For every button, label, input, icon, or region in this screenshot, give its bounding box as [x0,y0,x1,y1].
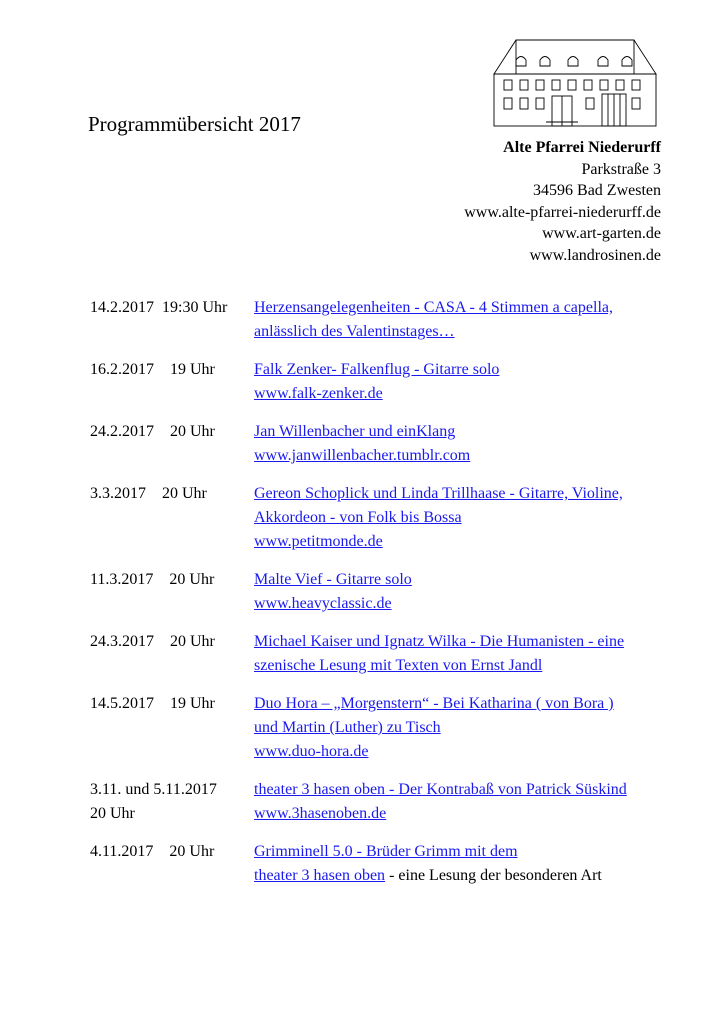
event-date: 3.11. und 5.11.2017 20 Uhr [90,781,217,822]
event-row [90,840,670,888]
org-name: Alte Pfarrei Niederurff [503,139,661,156]
event-row [90,630,670,678]
event-link[interactable]: www.janwillenbacher.tumblr.com [254,447,471,464]
event-row [90,692,670,764]
event-link[interactable]: Gereon Schoplick und Linda Trillhaase - Gitarre, Violine, [254,485,623,502]
event-list [90,296,670,888]
building-illustration [490,36,660,128]
website-link: www.landrosinen.de [529,246,661,264]
event-link[interactable]: Duo Hora – „Morgenstern“ - Bei Katharina ( von Bora ) [254,695,614,712]
event-link[interactable]: www.falk-zenker.de [254,385,383,402]
event-link[interactable]: anlässlich des Valentinstages… [254,323,455,340]
event-link[interactable]: Malte Vief - Gitarre solo [254,571,412,588]
website-link: www.alte-pfarrei-niederurff.de [464,203,661,221]
event-link[interactable]: theater 3 hasen oben [254,867,386,884]
event-row [90,482,670,554]
page-title: Programmübersicht 2017 [88,112,301,136]
event-link[interactable]: Grimminell 5.0 - Brüder Grimm mit dem [254,843,518,860]
event-link[interactable]: szenische Lesung mit Texten von Ernst Jandl [254,657,543,674]
event-link[interactable]: Akkordeon - von Folk bis Bossa [254,509,462,526]
event-date: 14.2.2017 19:30 Uhr [90,299,228,316]
event-link[interactable]: Jan Willenbacher und einKlang [254,423,456,440]
event-link[interactable]: und Martin (Luther) zu Tisch [254,719,441,736]
event-row [90,778,670,826]
event-row [90,420,670,468]
event-link[interactable]: www.heavyclassic.de [254,595,392,612]
website-link: www.art-garten.de [542,225,661,242]
event-date: 3.3.2017 20 Uhr [90,485,207,502]
event-text: - eine Lesung der besonderen Art [385,867,602,884]
event-link[interactable]: theater 3 hasen oben - Der Kontrabaß von Patrick Süskind [254,781,627,798]
event-row [90,296,670,344]
event-date: 11.3.2017 20 Uhr [90,571,215,588]
event-date: 14.5.2017 19 Uhr [90,695,215,712]
address-block [464,137,661,266]
event-link[interactable]: www.3hasenoben.de [254,805,387,822]
event-row [90,568,670,616]
event-date: 16.2.2017 19 Uhr [90,361,215,378]
address-street: Parkstraße 3 [581,160,661,178]
event-link[interactable]: www.petitmonde.de [254,533,383,550]
event-link[interactable]: Herzensangelegenheiten - CASA - 4 Stimmen a capella, [254,299,613,316]
event-link[interactable]: www.duo-hora.de [254,743,369,760]
event-link[interactable]: Falk Zenker- Falkenflug - Gitarre solo [254,361,500,378]
event-line [254,864,670,888]
event-row [90,358,670,406]
event-date: 24.2.2017 20 Uhr [90,423,215,440]
event-date: 4.11.2017 20 Uhr [90,843,215,860]
address-city: 34596 Bad Zwesten [533,182,661,199]
event-link[interactable]: Michael Kaiser und Ignatz Wilka - Die Humanisten - eine [254,633,625,650]
event-date: 24.3.2017 20 Uhr [90,633,215,650]
